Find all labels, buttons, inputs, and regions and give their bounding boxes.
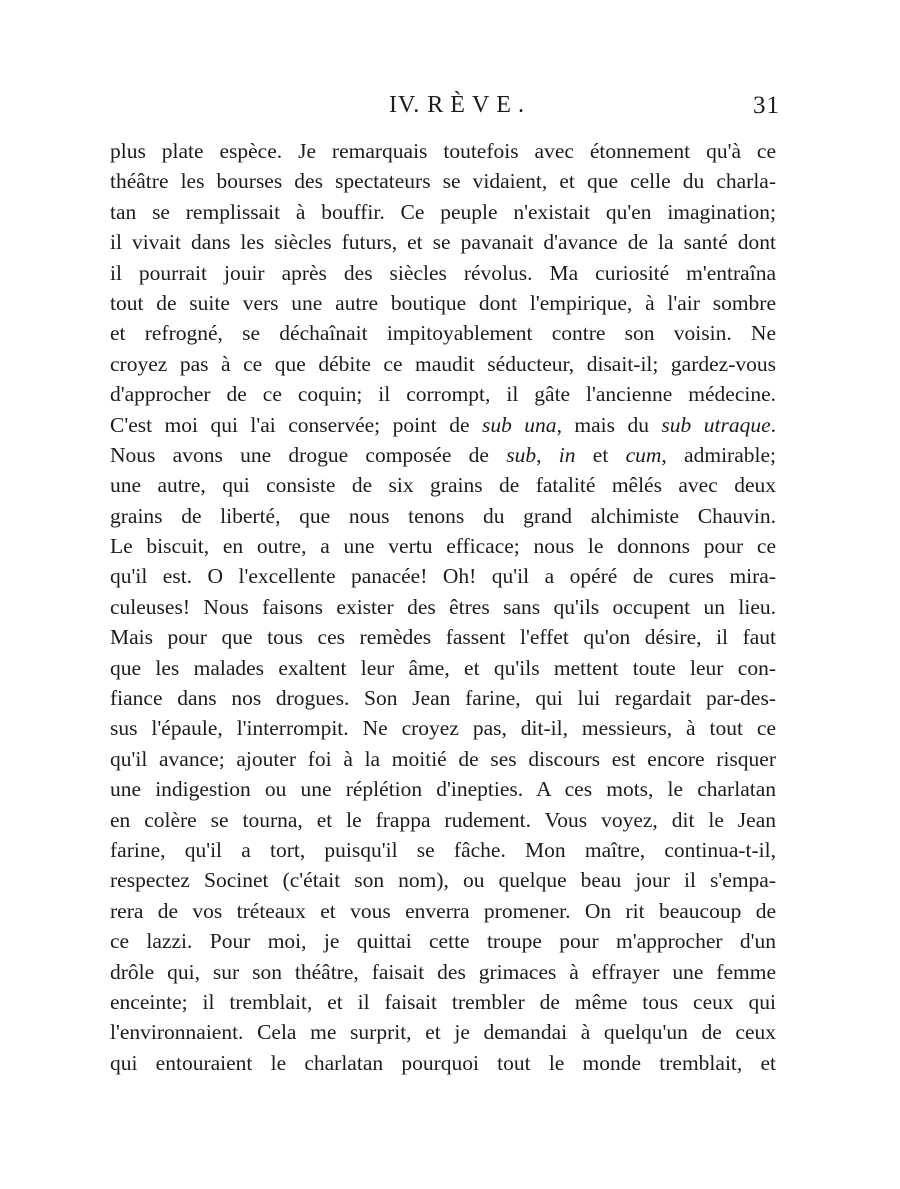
- text-run: croyez pas à ce que débite ce maudit séducteur, disait-il; gardez-vous: [110, 351, 776, 376]
- running-title: [110, 92, 780, 119]
- text-run: et refrogné, se déchaînait impitoyablement contre son voisin. Ne: [110, 321, 776, 346]
- text-line: [110, 561, 776, 591]
- chapter-title: RÈVE.: [427, 92, 531, 118]
- text-run: une autre, qui consiste de six grains de fatalité mêlés avec deux: [110, 473, 776, 498]
- text-run: tan se remplissait à bouffir. Ce peuple n'existait qu'en imagination;: [110, 199, 776, 224]
- text-run: qui entouraient le charlatan pourquoi tout le monde tremblait, et: [110, 1050, 776, 1075]
- text-run: qu'il est. O l'excellente panacée! Oh! qu'il a opéré de cures mira-: [110, 564, 776, 589]
- text-run: il pourrait jouir après des siècles révolus. Ma curiosité m'entraîna: [110, 260, 776, 285]
- text-run: , mais du: [556, 412, 662, 437]
- text-line: [110, 501, 776, 531]
- text-line: [110, 744, 776, 774]
- page-number: 31: [753, 92, 780, 119]
- text-line: [110, 197, 776, 227]
- text-line: [110, 774, 776, 804]
- text-run: enceinte; il tremblait, et il faisait trembler de même tous ceux qui: [110, 989, 776, 1014]
- text-run: farine, qu'il a tort, puisqu'il se fâche. Mon maître, continua-t-il,: [110, 837, 776, 862]
- text-line: [110, 1048, 776, 1078]
- italic-term: in: [558, 442, 576, 467]
- text-run: C'est moi qui l'ai conservée; point de: [110, 412, 482, 437]
- text-run: drôle qui, sur son théâtre, faisait des grimaces à effrayer une femme: [110, 959, 776, 984]
- text-line: [110, 835, 776, 865]
- text-run: .: [770, 412, 776, 437]
- text-line: [110, 470, 776, 500]
- text-run: plus plate espèce. Je remarquais toutefois avec étonnement qu'à ce: [110, 139, 776, 163]
- chapter-number: IV.: [389, 92, 421, 118]
- text-run: qu'il avance; ajouter foi à la moitié de ses discours est encore risquer: [110, 746, 776, 771]
- text-line: [110, 805, 776, 835]
- text-run: théâtre les bourses des spectateurs se vidaient, et que celle du charla-: [110, 169, 776, 194]
- text-run: fiance dans nos drogues. Son Jean farine, qui lui regardait par-des-: [110, 686, 776, 711]
- text-run: sus l'épaule, l'interrompit. Ne croyez pas, dit-il, messieurs, à tout ce: [110, 716, 776, 741]
- text-line: [110, 258, 776, 288]
- text-run: et: [575, 442, 626, 467]
- text-run: Le biscuit, en outre, a une vertu efficace; nous le donnons pour ce: [110, 534, 776, 559]
- text-run: que les malades exaltent leur âme, et qu'ils mettent toute leur con-: [110, 655, 776, 680]
- text-line: [110, 987, 776, 1017]
- text-line: [110, 440, 776, 470]
- text-line: [110, 349, 776, 379]
- text-line: [110, 379, 776, 409]
- text-run: en colère se tourna, et le frappa rudement. Vous voyez, dit le Jean: [110, 807, 776, 832]
- text-line: [110, 713, 776, 743]
- text-line: [110, 1017, 776, 1047]
- text-line: [110, 136, 776, 166]
- text-run: d'approcher de ce coquin; il corrompt, il gâte l'ancienne médecine.: [110, 382, 776, 407]
- text-run: Mais pour que tous ces remèdes fassent l'effet qu'on désire, il faut: [110, 625, 776, 650]
- text-line: [110, 926, 776, 956]
- text-run: l'environnaient. Cela me surprit, et je demandai à quelqu'un de ceux: [110, 1020, 776, 1045]
- text-run: une indigestion ou une réplétion d'inepties. A ces mots, le charlatan: [110, 777, 776, 802]
- text-run: grains de liberté, que nous tenons du grand alchimiste Chauvin.: [110, 503, 776, 528]
- text-run: culeuses! Nous faisons exister des êtres sans qu'ils occupent un lieu.: [110, 594, 776, 619]
- text-line: [110, 683, 776, 713]
- running-head: [110, 92, 780, 126]
- text-line: [110, 531, 776, 561]
- text-line: [110, 865, 776, 895]
- text-line: [110, 288, 776, 318]
- text-line: [110, 957, 776, 987]
- text-line: [110, 592, 776, 622]
- text-run: tout de suite vers une autre boutique dont l'empirique, à l'air sombre: [110, 290, 776, 315]
- text-line: [110, 227, 776, 257]
- text-line: [110, 166, 776, 196]
- text-run: Nous avons une drogue composée de: [110, 442, 507, 467]
- italic-term: sub una: [481, 412, 557, 437]
- text-line: [110, 622, 776, 652]
- italic-term: sub: [506, 442, 537, 467]
- text-line: [110, 896, 776, 926]
- text-run: ,: [536, 442, 559, 467]
- text-run: rera de vos tréteaux et vous enverra promener. On rit beaucoup de: [110, 898, 776, 923]
- text-run: , admirable;: [661, 442, 776, 467]
- italic-term: sub utraque: [661, 412, 771, 437]
- text-line: [110, 410, 776, 440]
- italic-term: cum: [625, 442, 662, 467]
- text-run: il vivait dans les siècles futurs, et se pavanait d'avance de la santé dont: [110, 230, 776, 255]
- text-run: ce lazzi. Pour moi, je quittai cette troupe pour m'approcher d'un: [110, 929, 776, 954]
- text-run: respectez Socinet (c'était son nom), ou quelque beau jour il s'empa-: [110, 868, 776, 893]
- body-text: [110, 136, 776, 1078]
- text-line: [110, 318, 776, 348]
- text-line: [110, 653, 776, 683]
